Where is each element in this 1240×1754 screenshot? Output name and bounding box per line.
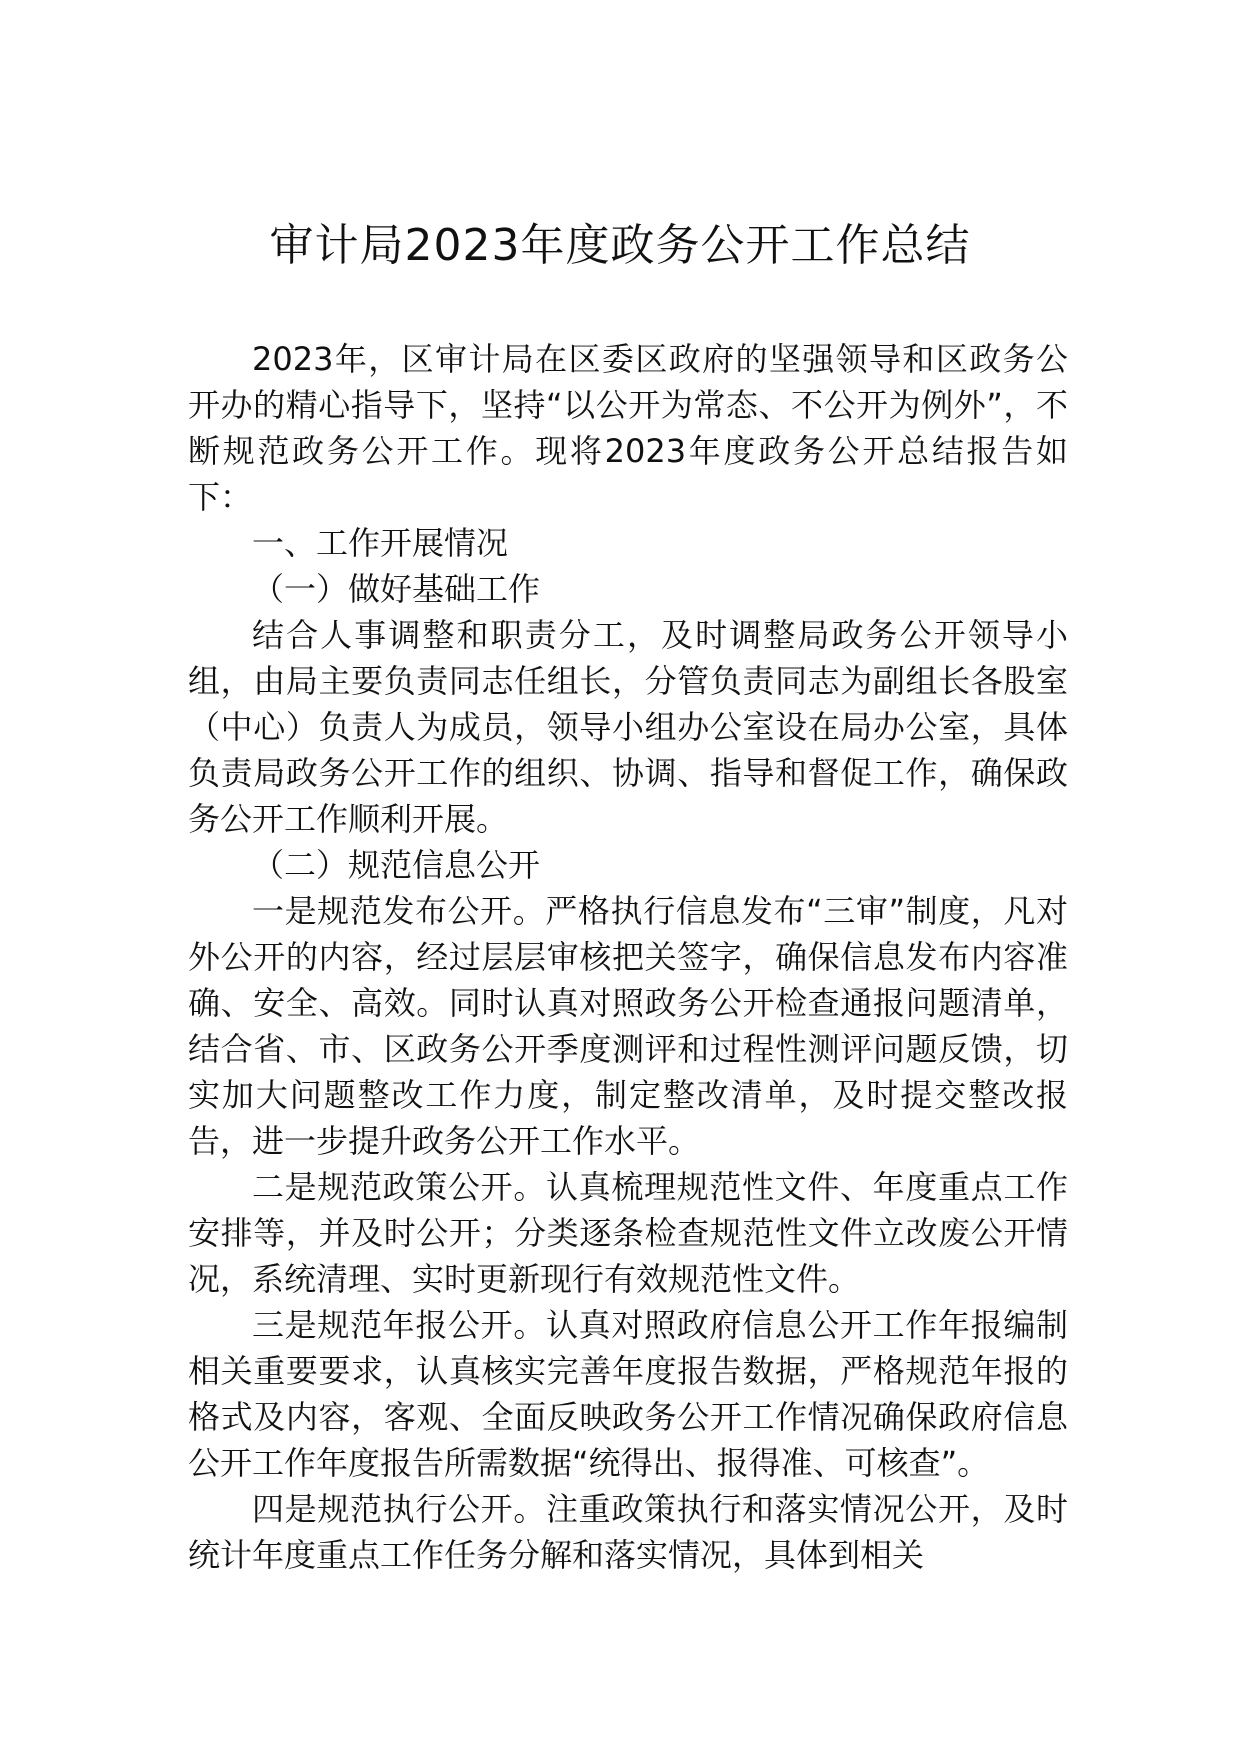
paragraph-policy-disclosure: 二是规范政策公开。认真梳理规范性文件、年度重点工作安排等，并及时公开；分类逐条检查规范性文件立改废公开情况，系统清理、实时更新现行有效规范性文件。 bbox=[188, 1168, 1068, 1298]
paragraph-execution-disclosure: 四是规范执行公开。注重政策执行和落实情况公开，及时统计年度重点工作任务分解和落实情况，具体到相关 bbox=[188, 1490, 1068, 1574]
document-title: 审计局2023年度政务公开工作总结 bbox=[269, 220, 971, 271]
paragraph-basic-work: 结合人事调整和职责分工，及时调整局政务公开领导小组，由局主要负责同志任组长，分管负责同志为副组长各股室（中心）负责人为成员，领导小组办公室设在局办公室，具体负责局政务公开工作的组织、协调、指导和督促工作，确保政务公开工作顺利开展。 bbox=[188, 616, 1068, 838]
paragraph-annual-report-disclosure: 三是规范年报公开。认真对照政府信息公开工作年报编制相关重要要求，认真核实完善年度报告数据，严格规范年报的格式及内容，客观、全面反映政务公开工作情况确保政府信息公开工作年度报告所需数据“统得出、报得准、可核查”。 bbox=[188, 1306, 1068, 1482]
intro-paragraph: 2023年，区审计局在区委区政府的坚强领导和区政务公开办的精心指导下，坚持“以公开为常态、不公开为例外”，不断规范政务公开工作。现将2023年度政务公开总结报告如下： bbox=[188, 340, 1068, 516]
paragraph-publish-disclosure: 一是规范发布公开。严格执行信息发布“三审”制度，凡对外公开的内容，经过层层审核把关签字，确保信息发布内容准确、安全、高效。同时认真对照政务公开检查通报问题清单，结合省、市、区政务公开季度测评和过程性测评问题反馈，切实加大问题整改工作力度，制定整改清单，及时提交整改报告，进一步提升政务公开工作水平。 bbox=[188, 892, 1068, 1160]
section-heading-work-progress: 一、工作开展情况 bbox=[252, 524, 509, 562]
subsection-heading-basic-work: （一）做好基础工作 bbox=[252, 570, 541, 608]
subsection-heading-info-disclosure: （二）规范信息公开 bbox=[252, 846, 541, 884]
document-body bbox=[188, 336, 1068, 1578]
